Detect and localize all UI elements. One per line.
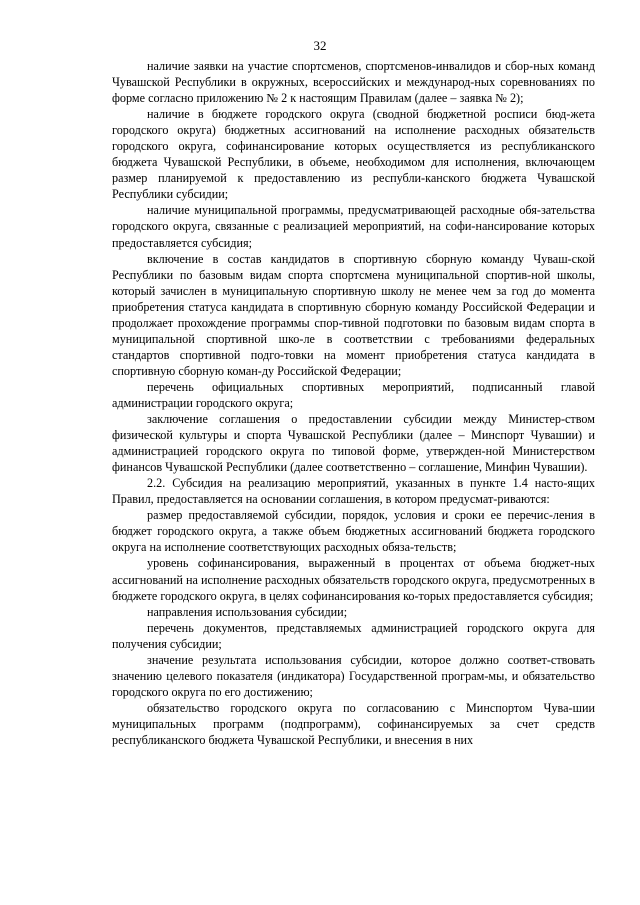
- paragraph: перечень официальных спортивных мероприятий, подписанный главой администрации городского округа;: [112, 379, 595, 410]
- paragraph: направления использования субсидии;: [147, 604, 348, 619]
- paragraph: включение в состав кандидатов в спортивную сборную команду Чуваш-ской Республики по базовым видам спорта спортсмена муниципальной спортив-ной школы, который зачислен в муниципальную спортивную школу не менее чем за год до момента приобретения статуса кандидата в спортивную сборную команду Российской Федерации и продолжает прохождение программы спор-тивной подготовки по базовым видам спорта в муниципальной спортивной шко-ле в соответствии с требованиями федеральных стандартов спортивной подго-товки на момент приобретения статуса кандидата в спортивную сборную коман-ду Российской Федерации;: [112, 251, 595, 378]
- body-text: [112, 58, 595, 748]
- paragraph: наличие муниципальной программы, предусматривающей расходные обя-зательства городского округа, связанные с реализацией мероприятий, на софи-нансирование которых предоставляется субсидия;: [112, 203, 595, 250]
- paragraph: 2.2. Субсидия на реализацию мероприятий, указанных в пункте 1.4 насто-ящих Правил, предоставляется на основании соглашения, в котором предусмат-риваются:: [112, 476, 595, 507]
- page-number: 32: [313, 38, 327, 53]
- paragraph: значение результата использования субсидии, которое должно соответ-ствовать значению целевого показателя (индикатора) Государственной програм-мы, и обязательство городского округа по его достижению;: [112, 652, 595, 699]
- paragraph: наличие заявки на участие спортсменов, спортсменов-инвалидов и сбор-ных команд Чувашской Республики в окружных, всероссийских и международ-ных соревнованиях по форме согласно приложению № 2 к настоящим Правилам (далее – заявка № 2);: [112, 59, 595, 106]
- paragraph: размер предоставляемой субсидии, порядок, условия и сроки ее перечис-ления в бюджет городского округа, а также объем бюджетных ассигнований бюджета городского округа на исполнение соответствующих расходных обяза-тельств;: [112, 508, 595, 555]
- paragraph: наличие в бюджете городского округа (сводной бюджетной росписи бюд-жета городского округа) бюджетных ассигнований на исполнение расходных обязательств городского округа, софинансирование которых осуществляется из республиканского бюджета Чувашской Республики, в объеме, необходимом для исполнения, включающем размер планируемой к предоставлению из республи-канского бюджета Чувашской Республики субсидии;: [112, 107, 595, 202]
- paragraph: перечень документов, представляемых администрацией городского округа для получения субсидии;: [112, 620, 595, 651]
- paragraph: заключение соглашения о предоставлении субсидии между Министер-ством физической культуры и спорта Чувашской Республики (далее – Минспорт Чувашии) и администрацией городского округа по типовой форме, утвержден-ной Министерством финансов Чувашской Республики (далее соответственно – соглашение, Минфин Чувашии).: [112, 412, 595, 475]
- paragraph: обязательство городского округа по согласованию с Минспортом Чува-шии муниципальных программ (подпрограмм), софинансируемых за счет средств республиканского бюджета Чувашской Республики, и внесения в них: [112, 700, 595, 747]
- paragraph: уровень софинансирования, выраженный в процентах от объема бюджет-ных ассигнований на исполнение расходных обязательств городского округа, предусмотренных в бюджете городского округа, в целях софинансирования ко-торых предоставляется субсидия;: [112, 556, 595, 603]
